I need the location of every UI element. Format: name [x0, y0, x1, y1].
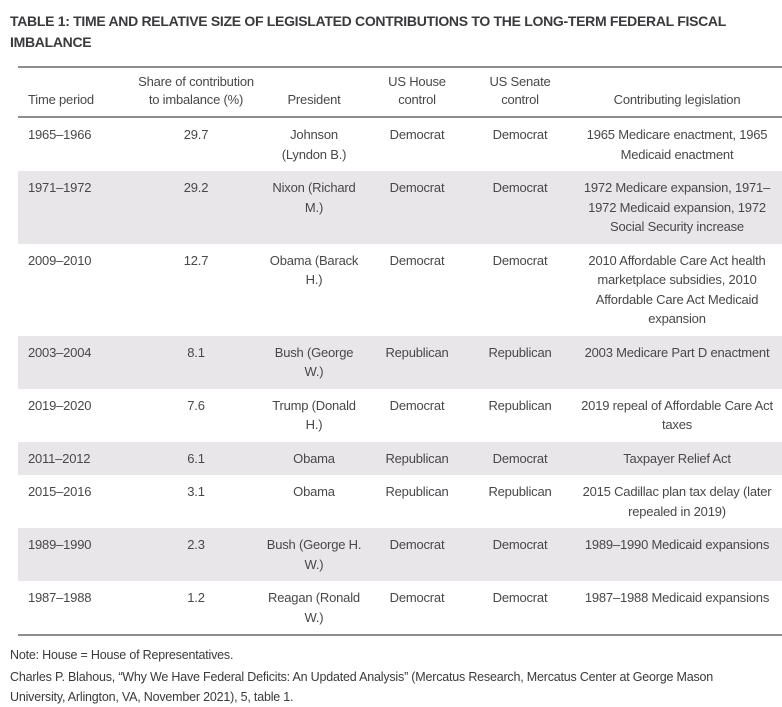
cell-time-period: 2009–2010	[28, 252, 92, 268]
cell-house-control: Republican	[385, 344, 449, 360]
cell-time-period: 1971–1972	[28, 180, 92, 196]
cell-time-period: 1987–1988	[28, 590, 92, 606]
table-row	[18, 581, 782, 635]
cell-house-control: Democrat	[389, 127, 445, 143]
cell-senate-control: Democrat	[492, 590, 548, 606]
col-header-contributing-legislation: Contributing legislation	[572, 67, 782, 117]
cell-share: 1.2	[187, 590, 205, 606]
cell-share: 8.1	[187, 344, 205, 360]
cell-president: Johnson (Lyndon B.)	[281, 127, 347, 162]
cell-president: Obama	[293, 450, 335, 466]
col-header-us-senate-control: US Senate control	[468, 67, 572, 117]
cell-share: 12.7	[183, 252, 209, 268]
cell-president: Bush (George H. W.)	[266, 537, 362, 572]
cell-house-control: Democrat	[389, 590, 445, 606]
col-header-president: President	[262, 67, 366, 117]
cell-share: 2.3	[187, 537, 205, 553]
table-row	[18, 475, 782, 528]
cell-time-period: 2003–2004	[28, 344, 92, 360]
cell-president: Trump (Donald H.)	[272, 397, 356, 433]
cell-house-control: Democrat	[389, 252, 445, 268]
header-row	[18, 67, 782, 117]
table-note: Note: House = House of Representatives.	[10, 648, 234, 663]
cell-time-period: 2015–2016	[28, 484, 92, 500]
cell-house-control: Republican	[385, 450, 449, 466]
table-title: TABLE 1: TIME AND RELATIVE SIZE OF LEGISLATED CONTRIBUTIONS TO THE LONG-TERM FEDERAL FISCAL IMBALANCE	[10, 13, 726, 50]
cell-president: Obama	[293, 484, 335, 500]
table-header	[18, 67, 782, 117]
cell-house-control: Democrat	[389, 180, 445, 196]
cell-legislation: 1972 Medicare expansion, 1971–1972 Medicaid expansion, 1972 Social Security increase	[583, 180, 771, 235]
cell-president: Obama (Barack H.)	[269, 252, 359, 288]
table-body	[18, 117, 782, 635]
cell-legislation: 1965 Medicare enactment, 1965 Medicaid enactment	[586, 127, 768, 162]
cell-share: 3.1	[187, 484, 205, 500]
table-row	[18, 528, 782, 581]
cell-house-control: Republican	[385, 484, 449, 500]
cell-time-period: 2019–2020	[28, 397, 92, 413]
cell-senate-control: Democrat	[492, 252, 548, 268]
cell-senate-control: Democrat	[492, 180, 548, 196]
cell-share: 29.7	[183, 127, 209, 143]
cell-legislation: 1987–1988 Medicaid expansions	[584, 590, 770, 606]
source-citation: Charles P. Blahous, “Why We Have Federal Deficits: An Updated Analysis” (Mercatus Research, Mercatus Center at George Mason University, Arlington, VA, November 2021), 5, table 1.	[10, 670, 714, 704]
cell-house-control: Democrat	[389, 397, 445, 413]
cell-senate-control: Republican	[488, 344, 552, 360]
cell-time-period: 1989–1990	[28, 537, 92, 553]
cell-legislation: 1989–1990 Medicaid expansions	[584, 537, 770, 553]
col-header-share-of-contribution: Share of contribution to imbalance (%)	[130, 67, 262, 117]
cell-senate-control: Republican	[488, 397, 552, 413]
table-row	[18, 117, 782, 171]
cell-share: 29.2	[183, 180, 209, 196]
cell-time-period: 1965–1966	[28, 127, 92, 143]
cell-legislation: 2015 Cadillac plan tax delay (later repealed in 2019)	[582, 484, 772, 519]
cell-legislation: 2019 repeal of Affordable Care Act taxes	[581, 397, 773, 433]
cell-president: Bush (George W.)	[274, 344, 354, 380]
col-header-us-house-control: US House control	[366, 67, 468, 117]
cell-legislation: 2010 Affordable Care Act health marketplace subsidies, 2010 Affordable Care Act Medicaid expansion	[588, 252, 766, 327]
cell-senate-control: Democrat	[492, 537, 548, 553]
cell-senate-control: Republican	[488, 484, 552, 500]
cell-president: Nixon (Richard M.)	[272, 180, 356, 215]
cell-senate-control: Democrat	[492, 127, 548, 143]
table-row	[18, 171, 782, 244]
table-row	[18, 336, 782, 389]
table-row	[18, 389, 782, 442]
cell-time-period: 2011–2012	[28, 450, 91, 466]
cell-president: Reagan (Ronald W.)	[268, 590, 360, 625]
cell-share: 6.1	[187, 450, 205, 466]
table-row	[18, 244, 782, 336]
col-header-time-period: Time period	[18, 67, 130, 117]
cell-legislation: Taxpayer Relief Act	[623, 450, 731, 466]
fiscal-imbalance-table	[18, 66, 782, 636]
cell-share: 7.6	[187, 397, 205, 413]
cell-senate-control: Democrat	[492, 450, 548, 466]
table-row	[18, 442, 782, 476]
cell-house-control: Democrat	[389, 537, 445, 553]
cell-legislation: 2003 Medicare Part D enactment	[584, 344, 770, 360]
